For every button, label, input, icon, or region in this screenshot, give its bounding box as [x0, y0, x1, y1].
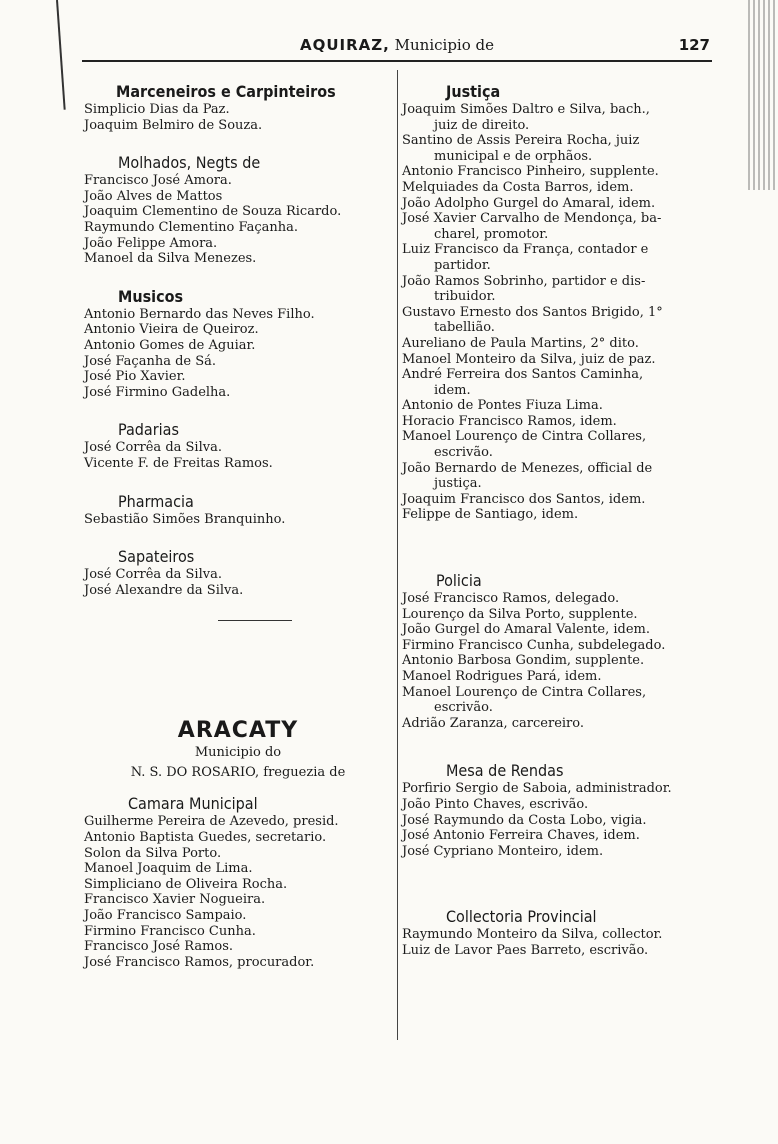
list-item: Simpliciano de Oliveira Rocha. — [84, 876, 288, 892]
list-item: Raymundo Clementino Façanha. — [84, 219, 298, 235]
list-item: charel, promotor. — [434, 226, 549, 242]
section-title: Pharmacia — [118, 491, 194, 511]
section-title: Marceneiros e Carpinteiros — [116, 82, 336, 101]
list-item: Melquiades da Costa Barros, idem. — [402, 179, 634, 195]
right-column — [402, 82, 720, 959]
list-item: Santino de Assis Pereira Rocha, juiz — [402, 133, 640, 149]
list-item: escrivão. — [434, 445, 493, 461]
list-item: Horacio Francisco Ramos, idem. — [402, 413, 617, 429]
section-justica — [402, 82, 720, 523]
list-item: Aureliano de Paula Martins, 2° dito. — [402, 335, 639, 351]
header-label: Municipio de — [394, 36, 494, 54]
list-item: João Felippe Amora. — [84, 235, 218, 251]
list-item: escrivão. — [434, 700, 493, 716]
list-item: Francisco José Ramos. — [84, 939, 234, 955]
list-item: José Façanha de Sá. — [84, 353, 217, 369]
list-item: Antonio de Pontes Fiuza Lima. — [402, 398, 603, 414]
list-item: Felippe de Santiago, idem. — [402, 507, 579, 523]
list-item: João Pinto Chaves, escrivão. — [402, 796, 589, 812]
list-item: Raymundo Monteiro da Silva, collector. — [402, 927, 663, 943]
section-title: Molhados, Negts de — [118, 153, 261, 173]
list-item: Porfirio Sergio de Saboia, administrador. — [402, 781, 672, 797]
list-item: José Firmino Gadelha. — [84, 384, 231, 400]
list-item: Joaquim Clementino de Souza Ricardo. — [84, 204, 342, 220]
list-item: José Francisco Ramos, procurador. — [84, 954, 315, 970]
section-molhados — [84, 153, 392, 267]
header-rule — [82, 60, 712, 62]
list-item: Joaquim Simões Daltro e Silva, bach., — [402, 102, 650, 117]
list-item: José Francisco Ramos, delegado. — [402, 591, 620, 607]
list-item: Sebastião Simões Branquinho. — [84, 511, 286, 527]
list-item: Firmino Francisco Cunha. — [84, 923, 256, 939]
list-item: José Corrêa da Silva. — [84, 440, 222, 456]
section-title: Mesa de Rendas — [446, 761, 564, 781]
list-item: Antonio Baptista Guedes, secretario. — [84, 830, 327, 846]
list-item: Simplicio Dias da Paz. — [84, 102, 230, 117]
list-item: Adrião Zaranza, carcereiro. — [402, 715, 585, 731]
page-edge-damage — [748, 0, 778, 190]
list-item: João Adolpho Gurgel do Amaral, idem. — [402, 195, 656, 211]
page-number: 127 — [678, 36, 710, 54]
section-musicos — [84, 287, 392, 401]
list-item: Luiz de Lavor Paes Barreto, escrivão. — [402, 942, 649, 958]
list-item: João Gurgel do Amaral Valente, idem. — [402, 622, 651, 638]
page-header — [300, 36, 720, 58]
list-item: José Antonio Ferreira Chaves, idem. — [402, 828, 640, 844]
list-item: João Francisco Sampaio. — [84, 908, 247, 924]
section-title: Camara Municipal — [128, 794, 258, 814]
list-item: juiz de direito. — [434, 117, 530, 133]
list-item: André Ferreira dos Santos Caminha, — [402, 367, 644, 383]
list-item: Francisco José Amora. — [84, 173, 232, 189]
list-item: José Alexandre da Silva. — [84, 582, 244, 598]
left-column — [84, 82, 392, 970]
list-item: Manoel Lourenço de Cintra Collares, — [402, 684, 647, 700]
list-item: José Corrêa da Silva. — [84, 567, 222, 583]
section-title: Sapateiros — [118, 547, 195, 567]
list-item: João Ramos Sobrinho, partidor e dis- — [402, 273, 646, 289]
list-item: tabellião. — [434, 320, 495, 336]
list-item: José Raymundo da Costa Lobo, vigia. — [402, 812, 647, 828]
list-item: Antonio Vieira de Queiroz. — [84, 322, 259, 338]
list-item: José Cypriano Monteiro, idem. — [402, 843, 604, 859]
list-item: municipal e de orphãos. — [434, 148, 593, 164]
section-collectoria — [402, 907, 720, 958]
column-divider — [397, 70, 398, 1040]
list-item: Antonio Bernardo das Neves Filho. — [84, 306, 315, 322]
list-item: idem. — [434, 382, 471, 398]
list-item: João Bernardo de Menezes, official de — [402, 460, 653, 476]
section-pharmacia — [84, 492, 392, 528]
list-item: José Pio Xavier. — [84, 369, 186, 385]
list-item: Joaquim Francisco dos Santos, idem. — [402, 491, 646, 507]
list-item: Solon da Silva Porto. — [84, 845, 222, 861]
list-item: José Xavier Carvalho de Mendonça, ba- — [402, 211, 662, 227]
list-item: Gustavo Ernesto dos Santos Brigido, 1° — [402, 304, 663, 320]
list-item: Antonio Barbosa Gondim, supplente. — [402, 653, 645, 669]
list-item: Manoel Lourenço de Cintra Collares, — [402, 429, 647, 445]
section-padarias — [84, 420, 392, 471]
list-item: Manoel Joaquim de Lima. — [84, 861, 253, 877]
section-title: Justiça — [446, 82, 501, 101]
margin-rule — [56, 0, 66, 110]
section-mesa-de-rendas — [402, 761, 720, 859]
list-item: João Alves de Mattos — [84, 188, 223, 204]
section-title: Musicos — [118, 286, 184, 306]
section-policia — [402, 571, 720, 731]
section-sapateiros — [84, 547, 392, 598]
municipality-title: ARACATY — [177, 718, 299, 744]
section-aracaty — [84, 717, 392, 780]
list-item: Vicente F. de Freitas Ramos. — [84, 455, 273, 471]
parish-line: N. S. DO ROSARIO, freguezia de — [130, 764, 346, 780]
list-item: Guilherme Pereira de Azevedo, presid. — [84, 814, 339, 830]
list-item: justiça. — [434, 476, 482, 492]
list-item: tribuidor. — [434, 289, 496, 305]
list-item: Manoel Rodrigues Pará, idem. — [402, 669, 602, 684]
list-item: Joaquim Belmiro de Souza. — [84, 117, 263, 133]
list-item: Lourenço da Silva Porto, supplente. — [402, 606, 638, 622]
municipality-subtitle: Municipio do — [194, 745, 282, 761]
list-item: partidor. — [434, 257, 491, 273]
section-title: Padarias — [118, 420, 179, 440]
section-marceneiros — [84, 82, 392, 133]
list-item: Francisco Xavier Nogueira. — [84, 892, 266, 908]
section-camara — [84, 794, 392, 970]
list-item: Antonio Francisco Pinheiro, supplente. — [402, 164, 659, 180]
header-place: AQUIRAZ, — [300, 36, 390, 54]
list-item: Manoel Monteiro da Silva, juiz de paz. — [402, 351, 656, 367]
list-item: Antonio Gomes de Aguiar. — [84, 337, 256, 353]
list-item: Manoel da Silva Menezes. — [84, 251, 257, 267]
section-title: Collectoria Provincial — [446, 907, 597, 927]
section-title: Policia — [436, 571, 482, 591]
list-item: Luiz Francisco da França, contador e — [402, 242, 649, 258]
list-item: Firmino Francisco Cunha, subdelegado. — [402, 637, 666, 653]
